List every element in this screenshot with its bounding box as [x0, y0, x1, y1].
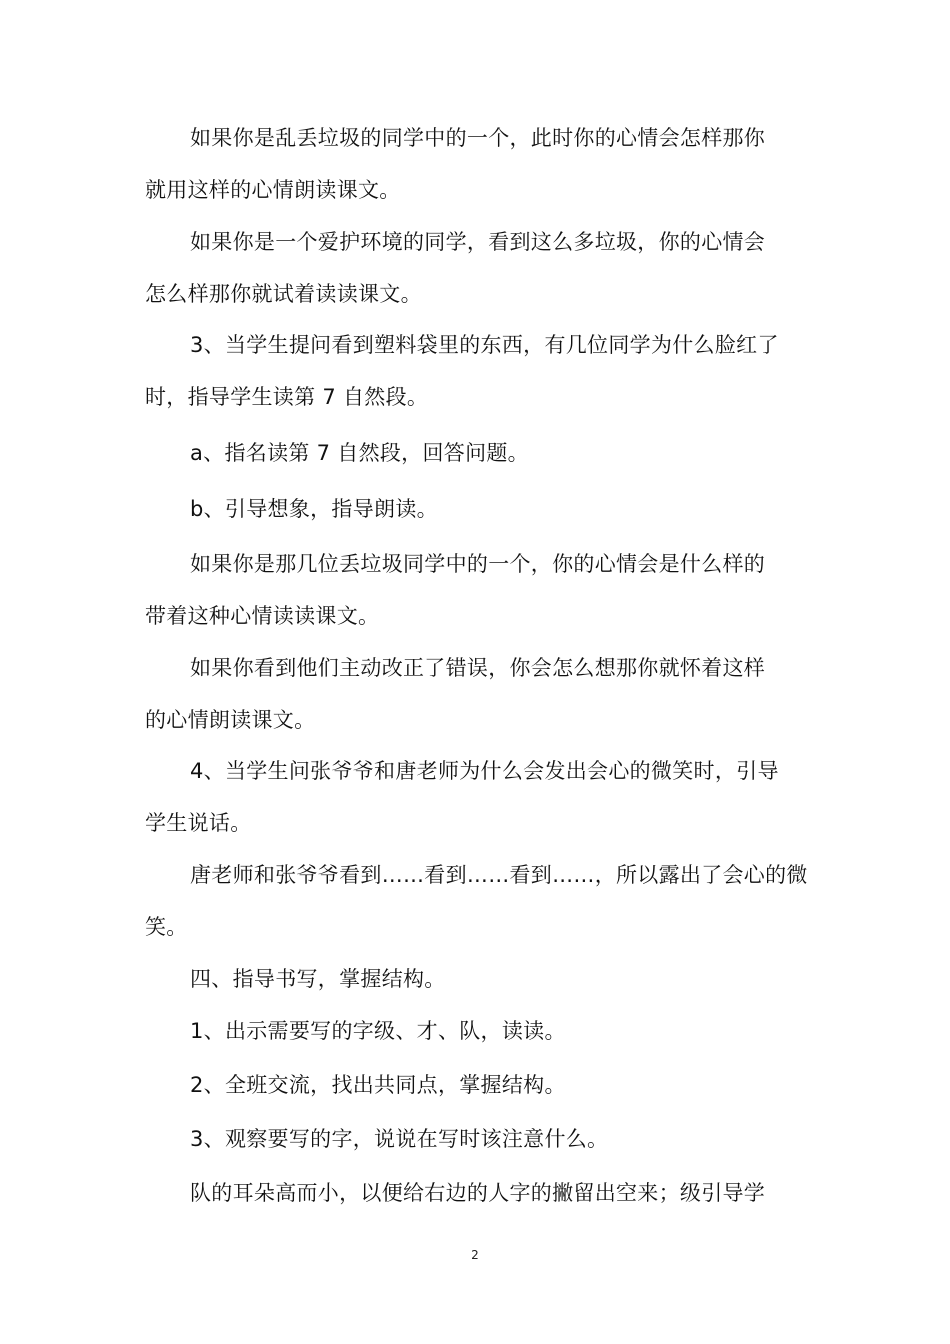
- text-line: 如果你是乱丢垃圾的同学中的一个，此时你的心情会怎样那你: [190, 126, 766, 150]
- text-line: 如果你是那几位丢垃圾同学中的一个，你的心情会是什么样的: [190, 552, 766, 576]
- text-line: 队的耳朵高而小，以便给右边的人字的撇留出空来；级引导学: [190, 1181, 766, 1205]
- text-line: 就用这样的心情朗读课文。: [145, 178, 401, 202]
- text-line: a、指名读第 7 自然段，回答问题。: [190, 441, 529, 465]
- text-line: 3、当学生提问看到塑料袋里的东西，有几位同学为什么脸红了: [190, 333, 779, 357]
- text-line: 学生说话。: [145, 811, 252, 835]
- text-line: 四、指导书写，掌握结构。: [190, 967, 446, 991]
- text-line: 怎么样那你就试着读读课文。: [145, 282, 422, 306]
- text-line: 如果你是一个爱护环境的同学，看到这么多垃圾，你的心情会: [190, 230, 766, 254]
- text-line: b、引导想象，指导朗读。: [190, 497, 438, 521]
- text-line: 时，指导学生读第 7 自然段。: [145, 385, 429, 409]
- text-line: 4、当学生问张爷爷和唐老师为什么会发出会心的微笑时，引导: [190, 759, 779, 783]
- text-line: 的心情朗读课文。: [145, 708, 316, 732]
- page-number: 2: [471, 1248, 479, 1262]
- text-line: 1、出示需要写的字级、才、队，读读。: [190, 1019, 566, 1043]
- text-line: 笑。: [145, 915, 188, 939]
- text-line: 3、观察要写的字，说说在写时该注意什么。: [190, 1127, 609, 1151]
- text-line: 如果你看到他们主动改正了错误，你会怎么想那你就怀着这样: [190, 656, 766, 680]
- text-line: 2、全班交流，找出共同点，掌握结构。: [190, 1073, 566, 1097]
- text-line: 带着这种心情读读课文。: [145, 604, 380, 628]
- text-line: 唐老师和张爷爷看到……看到……看到……，所以露出了会心的微: [190, 863, 808, 887]
